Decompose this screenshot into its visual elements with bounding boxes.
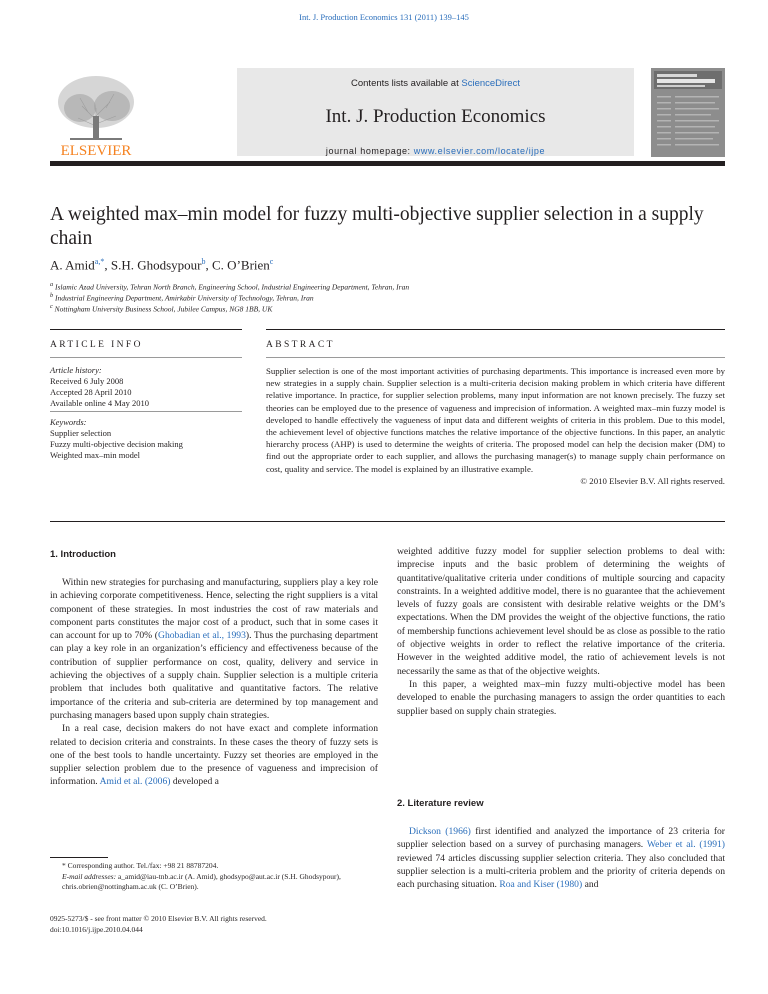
article-title: A weighted max–min model for fuzzy multi-objective supplier selection in a supply chain — [50, 204, 704, 249]
header-rule — [50, 161, 725, 166]
footnote-mark: * — [62, 861, 66, 870]
literature-review-body — [397, 825, 725, 891]
sciencedirect-link[interactable]: ScienceDirect — [461, 78, 520, 89]
info-sub-rule — [50, 357, 242, 358]
affiliation-marker: c — [50, 303, 53, 310]
paragraph: weighted additive fuzzy model for supplier selection problems to deal with: imprecise inputs and the basic problem of determining the weights of quantitative/qualitative criteria under conditions of multiple sourcing and capacity constraints. In a weighted additive model, there is no guarantee that the achievement levels of fuzzy goals are consistent with desirable relative weights or the DM’s expectations. When the DM provides the weight of the objective functions, the ratio of membership functions achievement level should be as close as possible to the ratio of objective weights in order to reflect the relative importance of the criteria. However in the weighted additive model, the ratio of achievement levels is not necessarily the same as that of the objective weights. — [397, 546, 725, 677]
abstract-bottom-rule — [50, 521, 725, 522]
paragraph: In this paper, a weighted max–min fuzzy multi-objective model has been developed to enable the purchasing managers to assign the order quantities to each supplier based on supply chain strategies. — [397, 678, 725, 717]
citation-link[interactable]: Weber et al. (1991) — [646, 839, 725, 851]
affiliation-text: Nottingham University Business School, Jubilee Campus, NG8 1BB, UK — [54, 304, 273, 314]
info-top-rule — [50, 329, 242, 330]
accepted-date: Accepted 28 April 2010 — [50, 387, 132, 397]
affiliation-marker: a — [50, 281, 54, 288]
keyword: Supplier selection — [50, 428, 112, 438]
corresponding-mark[interactable]: * — [100, 257, 105, 266]
affiliation — [50, 303, 272, 314]
author-name: S.H. Ghodsypour — [110, 257, 202, 273]
authors-line — [50, 257, 273, 273]
affiliation-marker: b — [50, 292, 54, 299]
email-label: E-mail addresses: — [62, 871, 117, 881]
affiliation-mark[interactable]: a, — [94, 257, 101, 266]
citation-link[interactable]: Amid et al. (2006) — [99, 776, 171, 788]
contents-line — [237, 78, 634, 89]
footnote — [50, 861, 378, 893]
citation-link[interactable]: Roa and Kiser (1980) — [499, 879, 583, 891]
affiliation-text: Islamic Azad University, Tehran North Branch, Engineering School, Industrial Engineering Department, Tehran, Iran — [55, 282, 410, 292]
keyword: Weighted max–min model — [50, 450, 140, 460]
paragraph-text: ). Thus the purchasing department can play a key role in an organization’s efficiency and effectiveness because of the contribution of supplier performance on cost, quality, delivery and service in achieving the objectives of a supply chain. Supplier selection is a multiple criteria problem that includes both qualitative and quantitative factors. The relative importance of the criteria and sub-criteria are determined by top management and purchasing managers based upon supply chain strategies. — [50, 630, 379, 721]
author-name: C. O’Brien — [212, 257, 270, 273]
received-date: Received 6 July 2008 — [50, 376, 124, 386]
homepage-link[interactable]: www.elsevier.com/locate/ijpe — [413, 146, 546, 156]
issn-line: 0925-5273/$ - see front matter © 2010 Elsevier B.V. All rights reserved. — [50, 914, 267, 923]
keyword: Fuzzy multi-objective decision making — [50, 439, 183, 449]
paragraph — [50, 722, 378, 788]
journal-reference[interactable]: Int. J. Production Economics 131 (2011) 139–145 — [299, 12, 469, 22]
keywords-block — [50, 417, 183, 461]
email-addresses: a_amid@iau-tnb.ac.ir (A. Amid), ghodsypo@aut.ac.ir (S.H. Ghodsypour), chris.obrien@nottingham.ac.uk (C. O’Brien). — [62, 871, 341, 891]
paragraph-text: developed a — [170, 776, 219, 788]
info-divider — [50, 411, 242, 412]
contents-prefix: Contents lists available at — [351, 78, 462, 89]
affiliation — [50, 281, 409, 292]
citation-link[interactable]: Dickson (1966) — [409, 826, 471, 837]
footnote-rule — [50, 857, 108, 858]
journal-cover-thumbnail — [651, 68, 725, 157]
author-name: A. Amid — [50, 257, 95, 273]
paragraph-text: Within new strategies for purchasing and manufacturing, suppliers play a key role in achieving corporate competitiveness. Hence, selecting the right suppliers is a vital component of these strategies. In most industries the cost of raw materials and component parts constitutes the major cost of a product, such that in some cases it can account for up to 70% ( — [50, 577, 378, 642]
paragraph — [397, 825, 725, 891]
affiliation-mark[interactable]: b — [201, 257, 206, 266]
right-column-body — [397, 545, 725, 718]
paragraph — [50, 576, 378, 722]
abstract-sub-rule — [266, 357, 725, 358]
abstract-heading: ABSTRACT — [266, 340, 335, 350]
citation-link[interactable]: Ghobadian et al., 1993 — [158, 630, 246, 642]
elsevier-tree-logo — [50, 68, 142, 158]
abstract-top-rule — [266, 329, 725, 330]
literature-review-heading: 2. Literature review — [397, 798, 484, 809]
keywords-label: Keywords: — [50, 417, 87, 427]
email-note — [50, 872, 378, 893]
introduction-heading: 1. Introduction — [50, 549, 116, 560]
paragraph-text: reviewed 74 articles discussing supplier selection criteria. They also concluded that supplier selection is a multi-criteria problem and the priority of criteria depends on each purchasing situation. — [397, 852, 725, 891]
paragraph-text: first identified and analyzed the importance of 23 criteria for supplier selection based on a survey of purchasing managers. — [397, 826, 725, 851]
affiliation — [50, 292, 314, 303]
publisher-wordmark: ELSEVIER — [60, 143, 132, 158]
corresponding-author-note — [50, 861, 378, 872]
article-info-heading: ARTICLE INFO — [50, 340, 143, 350]
journal-title: Int. J. Production Economics — [325, 106, 546, 127]
homepage-prefix: journal homepage: — [325, 146, 414, 156]
article-history — [50, 365, 149, 409]
doi-line[interactable]: doi:10.1016/j.ijpe.2010.04.044 — [50, 925, 143, 934]
author-separator: , — [104, 257, 111, 273]
affiliation-text: Industrial Engineering Department, Amirkabir University of Technology, Tehran, Iran — [55, 293, 314, 303]
paragraph-text: and — [582, 879, 599, 891]
abstract-paragraph: Supplier selection is one of the most important activities of purchasing departments. This importance is increased even more by new strategies in a supply chain. Supplier selection is a multi-criteria decision making problem in which criteria have different relative importance. In practice, for supplier selection problems, many input information are not known precisely. The fuzzy set theories can be employed due to the presence of vagueness and imprecision of information. A weighted max–min fuzzy model is developed to handle effectively the vagueness of input data and different weights of criteria in this problem. Due to this model, the achievement level of objective functions matches the relative importance of the objective functions. In this paper, an analytic hierarchy process (AHP) is used to determine the weights of criteria. The proposed model can help the decision maker (DM) to find out the appropriate order to each supplier, and allows the purchasing manager(s) to manage supply chain performance on cost, quality and service. The model is explained by an illustrative example. — [266, 366, 725, 474]
footnote-text: Corresponding author. Tel./fax: +98 21 88787204. — [65, 861, 219, 870]
online-date: Available online 4 May 2010 — [50, 398, 149, 408]
copyright-notice: © 2010 Elsevier B.V. All rights reserved. — [580, 475, 725, 486]
abstract-body — [266, 365, 725, 487]
paragraph-text: In a real case, decision makers do not have exact and complete information related to decision criteria and constraints. In these cases the theory of fuzzy sets is one of the best tools to handle uncertainty. Fuzzy set theories are employed in the supplier selection problem due to the presence of vagueness and imprecision of information. — [50, 723, 378, 788]
affiliation-mark[interactable]: c — [269, 257, 274, 266]
left-column-body — [50, 576, 378, 789]
history-label: Article history: — [50, 365, 102, 375]
author-separator: , — [205, 257, 213, 273]
homepage-line — [237, 146, 634, 156]
